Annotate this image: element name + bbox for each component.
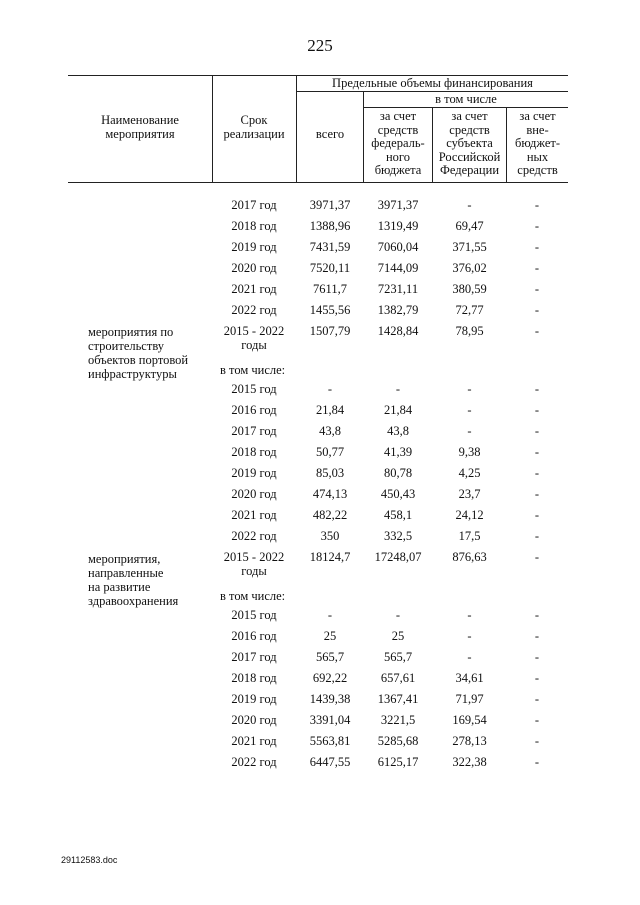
table-cell: - bbox=[467, 403, 472, 417]
table-cell: 7060,04 bbox=[377, 240, 419, 254]
table-cell: 1428,84 bbox=[377, 324, 419, 338]
table-cell: 41,39 bbox=[383, 445, 413, 459]
table-cell: - bbox=[534, 550, 540, 564]
footer-filename: 29112583.doc bbox=[61, 855, 118, 865]
table-cell: - bbox=[534, 755, 540, 769]
table-cell: 6125,17 bbox=[377, 755, 419, 769]
table-cell: годы bbox=[241, 564, 267, 578]
table-cell: 3971,37 bbox=[377, 198, 419, 212]
table-cell: 3971,37 bbox=[309, 198, 351, 212]
table-cell: - bbox=[467, 650, 472, 664]
table-cell: - bbox=[327, 608, 333, 622]
table-cell: 376,02 bbox=[452, 261, 487, 275]
table-cell: 4,25 bbox=[458, 466, 481, 480]
table-cell: годы bbox=[241, 338, 267, 352]
table-cell: 169,54 bbox=[452, 713, 487, 727]
table-cell: 1388,96 bbox=[309, 219, 351, 233]
table-cell: 21,84 bbox=[315, 403, 345, 417]
table-cell: 2019 год bbox=[231, 466, 277, 480]
table-cell: 2017 год bbox=[231, 198, 277, 212]
row-name-port: мероприятия по строительству объектов портовой инфраструктуры bbox=[88, 325, 189, 381]
table-cell: 21,84 bbox=[383, 403, 413, 417]
table-cell: 278,13 bbox=[452, 734, 487, 748]
header-fed: за счет средств федераль- ного бюджета bbox=[371, 109, 425, 177]
table-cell: 565,7 bbox=[315, 650, 345, 664]
header-ext: за счет вне- бюджет- ных средств bbox=[514, 109, 561, 177]
header-bottom-rule bbox=[68, 182, 568, 183]
table-cell: - bbox=[534, 198, 540, 212]
table-cell: 7611,7 bbox=[313, 282, 347, 296]
table-cell: - bbox=[534, 424, 540, 438]
table-cell: - bbox=[395, 608, 401, 622]
table-cell: 17,5 bbox=[458, 529, 481, 543]
table-cell: - bbox=[467, 198, 472, 212]
table-cell: 380,59 bbox=[452, 282, 487, 296]
table-cell: - bbox=[534, 713, 540, 727]
header-period: Срок реализации bbox=[223, 113, 285, 141]
table-cell: 2021 год bbox=[231, 734, 277, 748]
table-cell: 34,61 bbox=[455, 671, 484, 685]
table-cell: - bbox=[534, 303, 540, 317]
table-cell: 71,97 bbox=[455, 692, 484, 706]
table-cell: - bbox=[534, 487, 540, 501]
table-cell: 43,8 bbox=[387, 424, 409, 438]
table-cell: 23,7 bbox=[458, 487, 481, 501]
table-cell: 25 bbox=[323, 629, 337, 643]
header-incl: в том числе bbox=[435, 92, 497, 106]
table-cell: 1367,41 bbox=[377, 692, 419, 706]
row-name-health: мероприятия, направленные на развитие здравоохранения bbox=[88, 552, 179, 608]
table-cell: 72,77 bbox=[455, 303, 484, 317]
table-cell: - bbox=[467, 424, 472, 438]
table-cell: 474,13 bbox=[312, 487, 348, 501]
table-cell: - bbox=[534, 629, 540, 643]
table-cell: 2015 - 2022 bbox=[223, 550, 285, 564]
table-cell: - bbox=[534, 671, 540, 685]
page-number: 225 bbox=[307, 36, 333, 55]
table-cell: 5285,68 bbox=[377, 734, 419, 748]
table-cell: 3221,5 bbox=[380, 713, 416, 727]
table-cell: 450,43 bbox=[380, 487, 416, 501]
table-cell: - bbox=[534, 650, 540, 664]
table-cell: 43,8 bbox=[319, 424, 341, 438]
table-cell: 2020 год bbox=[231, 487, 277, 501]
table-cell: 1382,79 bbox=[377, 303, 419, 317]
table-cell: 78,95 bbox=[455, 324, 484, 338]
table-cell: 2016 год bbox=[231, 629, 277, 643]
table-cell: в том числе: bbox=[220, 363, 286, 377]
table-cell: - bbox=[534, 324, 540, 338]
table-cell: - bbox=[534, 466, 540, 480]
table-cell: - bbox=[534, 403, 540, 417]
table-cell: 332,5 bbox=[383, 529, 413, 543]
table-cell: - bbox=[534, 508, 540, 522]
table-cell: 458,1 bbox=[383, 508, 413, 522]
header-reg: за счет средств субъекта Российской Федерации bbox=[438, 109, 501, 177]
table-cell: - bbox=[395, 382, 401, 396]
table-cell: 482,22 bbox=[312, 508, 348, 522]
table-cell: 7144,09 bbox=[377, 261, 419, 275]
table-cell: - bbox=[534, 261, 540, 275]
table-cell: 6447,55 bbox=[309, 755, 351, 769]
table-cell: 565,7 bbox=[383, 650, 413, 664]
table-cell: в том числе: bbox=[220, 589, 286, 603]
table-cell: 2017 год bbox=[231, 650, 277, 664]
table-cell: 371,55 bbox=[452, 240, 487, 254]
table-cell: 322,38 bbox=[452, 755, 487, 769]
header-limits-rule bbox=[297, 91, 568, 92]
table-cell: - bbox=[467, 629, 472, 643]
table-cell: 17248,07 bbox=[374, 550, 422, 564]
table-cell: 2017 год bbox=[231, 424, 277, 438]
table-cell: 350 bbox=[320, 529, 340, 543]
table-cell: 9,38 bbox=[458, 445, 481, 459]
table-cell: 2022 год bbox=[231, 529, 277, 543]
table-cell: 2020 год bbox=[231, 261, 277, 275]
table-cell: 657,61 bbox=[380, 671, 416, 685]
table-cell: 2015 год bbox=[231, 382, 277, 396]
table-cell: 80,78 bbox=[383, 466, 413, 480]
table-cell: - bbox=[534, 692, 540, 706]
table-cell: 2020 год bbox=[231, 713, 277, 727]
table-cell: - bbox=[327, 382, 333, 396]
table-cell: - bbox=[534, 382, 540, 396]
table-cell: 2016 год bbox=[231, 403, 277, 417]
table-cell: 1319,49 bbox=[377, 219, 419, 233]
table-cell: 5563,81 bbox=[309, 734, 351, 748]
table-cell: - bbox=[534, 608, 540, 622]
table-cell: 18124,7 bbox=[309, 550, 351, 564]
table-cell: 50,77 bbox=[315, 445, 345, 459]
table-cell: 2015 год bbox=[231, 608, 277, 622]
table-cell: 1439,38 bbox=[309, 692, 351, 706]
table-cell: 2018 год bbox=[231, 219, 277, 233]
table-cell: - bbox=[534, 282, 540, 296]
table-cell: - bbox=[467, 382, 472, 396]
table-cell: 3391,04 bbox=[309, 713, 351, 727]
table-cell: 2019 год bbox=[231, 240, 277, 254]
table-cell: 1507,79 bbox=[309, 324, 351, 338]
header-limits: Предельные объемы финансирования bbox=[332, 76, 533, 90]
table-cell: - bbox=[467, 608, 472, 622]
header-total: всего bbox=[315, 127, 345, 141]
table-cell: - bbox=[534, 529, 540, 543]
table-cell: 85,03 bbox=[315, 466, 345, 480]
table-cell: 2021 год bbox=[231, 508, 277, 522]
table-cell: - bbox=[534, 219, 540, 233]
table-cell: 69,47 bbox=[455, 219, 484, 233]
table-cell: - bbox=[534, 734, 540, 748]
header-incl-rule bbox=[364, 107, 568, 108]
table-cell: 1455,56 bbox=[309, 303, 351, 317]
table-cell: 7520,11 bbox=[309, 261, 351, 275]
table-cell: - bbox=[534, 445, 540, 459]
header-name: Наименование мероприятия bbox=[101, 113, 179, 141]
table-cell: 2019 год bbox=[231, 692, 277, 706]
table-cell: 692,22 bbox=[312, 671, 348, 685]
table-cell: 2022 год bbox=[231, 755, 277, 769]
table-cell: 2015 - 2022 bbox=[223, 324, 285, 338]
table-cell: 24,12 bbox=[455, 508, 484, 522]
table-cell: 2021 год bbox=[231, 282, 277, 296]
table-cell: 2018 год bbox=[231, 671, 277, 685]
table-cell: 7431,59 bbox=[309, 240, 351, 254]
table-cell: 2022 год bbox=[231, 303, 277, 317]
table-cell: 876,63 bbox=[452, 550, 487, 564]
table-cell: 7231,11 bbox=[377, 282, 419, 296]
table-cell: 25 bbox=[391, 629, 405, 643]
table-cell: - bbox=[534, 240, 540, 254]
table-cell: 2018 год bbox=[231, 445, 277, 459]
